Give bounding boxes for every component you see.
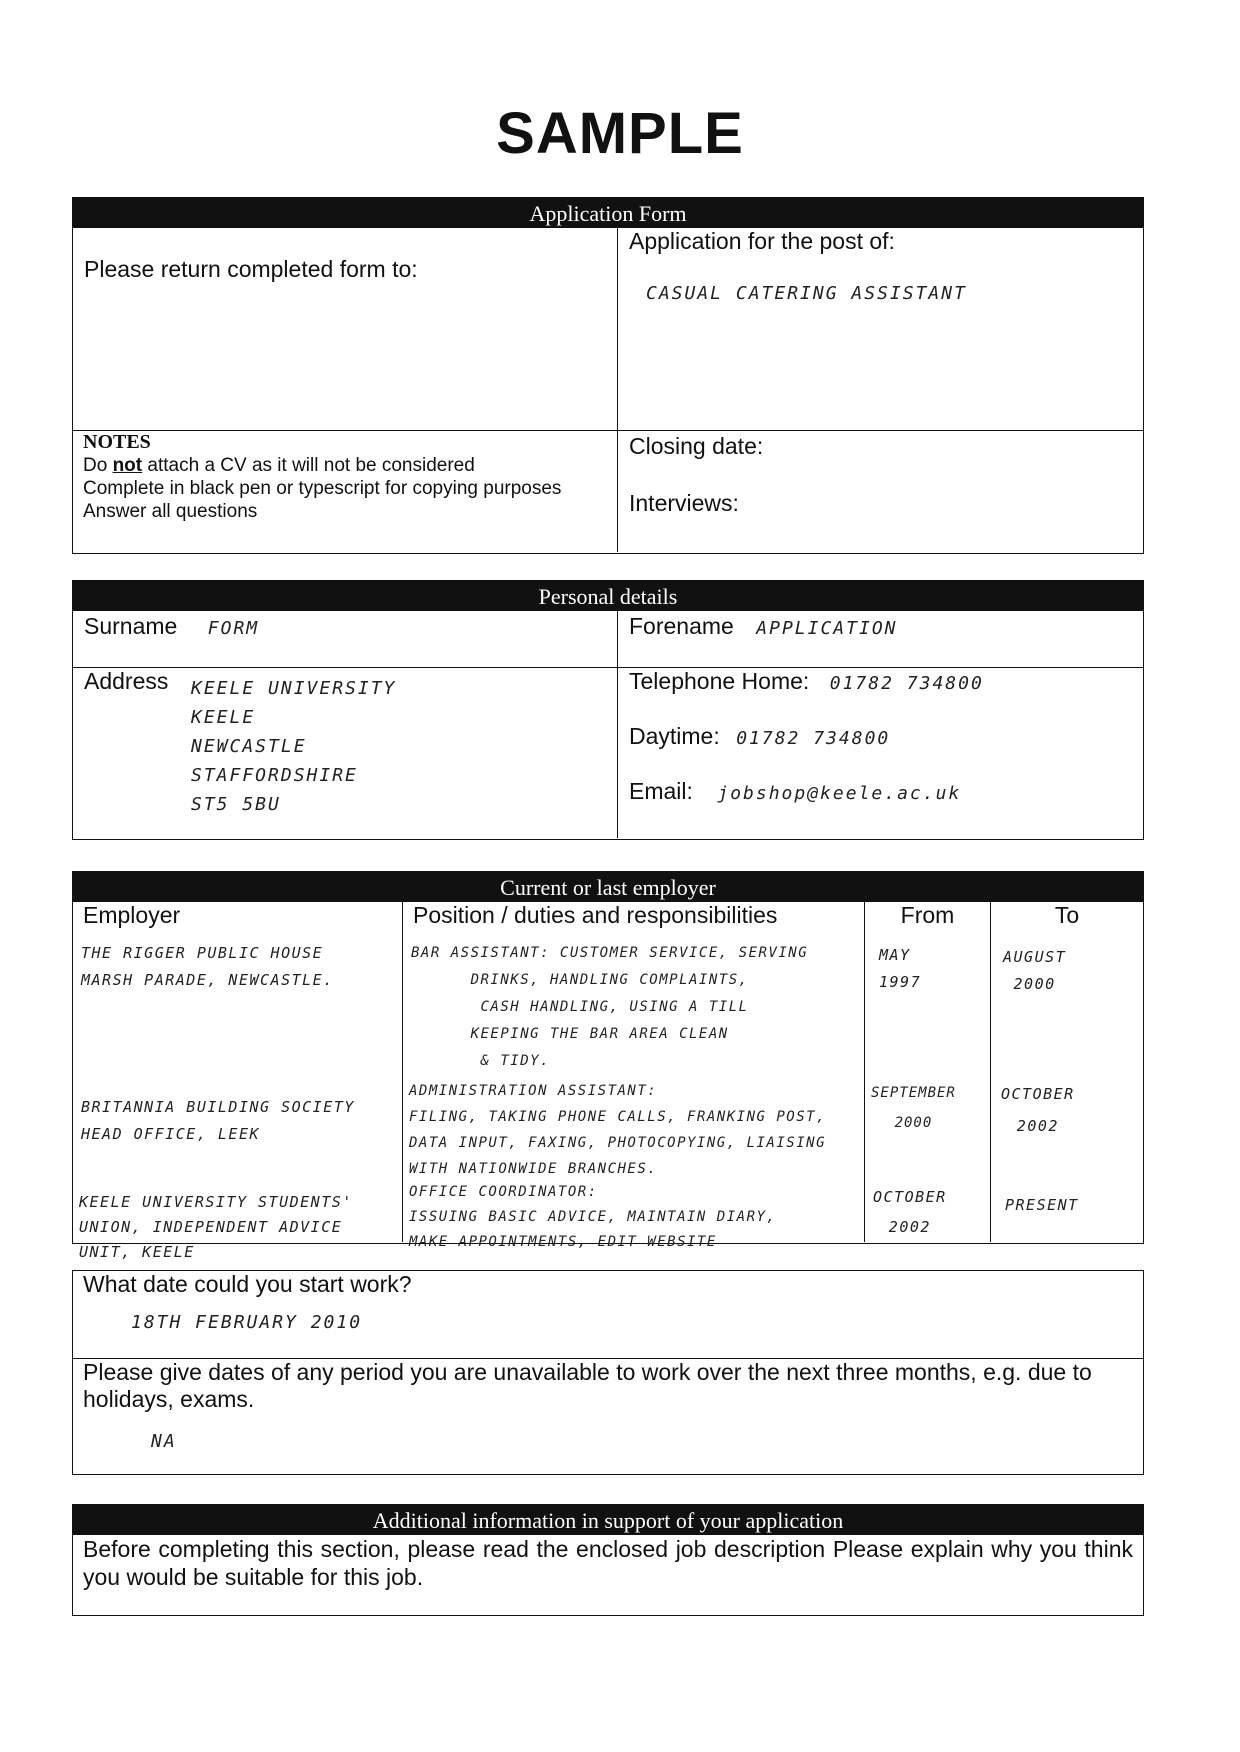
- tel-home-value: 01782 734800: [829, 673, 984, 694]
- application-form-section: [72, 197, 1144, 554]
- address-line: NEWCASTLE: [191, 736, 307, 757]
- address-line: KEELE: [191, 707, 256, 728]
- unavailable-cell[interactable]: [73, 1359, 1143, 1452]
- additional-info-title: Additional information in support of your application: [73, 1505, 1143, 1535]
- position-entry: BAR ASSISTANT: CUSTOMER SERVICE, SERVING DRINKS, HANDLING COMPLAINTS, CASH HANDLING, USING A TILL KEEPING THE BAR AREA CLEAN & TIDY.: [411, 945, 809, 1069]
- to-entry: AUGUST 2000: [1003, 948, 1067, 993]
- post-value: CASUAL CATERING ASSISTANT: [646, 283, 967, 304]
- from-column[interactable]: [865, 902, 991, 1242]
- position-entry: OFFICE COORDINATOR: ISSUING BASIC ADVICE, MAINTAIN DIARY, MAKE APPOINTMENTS, EDIT WEBSITE: [409, 1184, 777, 1250]
- notes-line-2: Complete in black pen or typescript for copying purposes: [83, 478, 562, 499]
- surname-cell[interactable]: [73, 611, 618, 668]
- return-label: Please return completed form to:: [84, 256, 418, 282]
- employer-entry: THE RIGGER PUBLIC HOUSE MARSH PARADE, NEWCASTLE.: [81, 944, 334, 989]
- address-cell[interactable]: [73, 668, 618, 838]
- from-entry: OCTOBER 2002: [873, 1188, 947, 1236]
- employer-column[interactable]: [73, 902, 403, 1261]
- surname-value: FORM: [207, 618, 260, 639]
- application-form-title: Application Form: [73, 198, 1143, 228]
- employer-entry: KEELE UNIVERSITY STUDENTS' UNION, INDEPENDENT ADVICE UNIT, KEELE: [79, 1193, 353, 1261]
- availability-section: [72, 1270, 1144, 1475]
- forename-label: Forename: [629, 613, 734, 639]
- unavailable-value: NA: [151, 1431, 177, 1452]
- contact-cell[interactable]: [618, 668, 1143, 838]
- start-date-cell[interactable]: [73, 1271, 1143, 1359]
- position-column[interactable]: [403, 902, 865, 1250]
- daytime-value: 01782 734800: [736, 728, 891, 749]
- additional-info-section: [72, 1504, 1144, 1616]
- notes-cell: [73, 431, 618, 552]
- additional-info-text: Before completing this section, please read the enclosed job description Please explain why you think you would be suitable for this job.: [83, 1536, 1133, 1590]
- forename-cell[interactable]: [618, 611, 1143, 668]
- surname-label: Surname: [84, 613, 178, 639]
- post-label: Application for the post of:: [629, 228, 895, 254]
- address-line: STAFFORDSHIRE: [191, 765, 358, 786]
- start-date-value: 18TH FEBRUARY 2010: [131, 1312, 363, 1333]
- forename-value: APPLICATION: [756, 618, 898, 639]
- from-column-header: From: [900, 902, 955, 928]
- address-line: KEELE UNIVERSITY: [191, 678, 397, 699]
- employer-column-header: Employer: [83, 902, 181, 928]
- personal-details-title: Personal details: [73, 581, 1143, 611]
- notes-line-1: Do not attach a CV as it will not be considered: [83, 455, 475, 476]
- employer-title: Current or last employer: [73, 872, 1143, 902]
- employer-section: [72, 871, 1144, 1261]
- from-entry: MAY 1997: [879, 946, 922, 991]
- additional-info-cell[interactable]: [73, 1535, 1143, 1591]
- dates-cell[interactable]: [618, 431, 1143, 552]
- post-cell[interactable]: [618, 228, 1143, 431]
- address-line: ST5 5BU: [191, 794, 281, 815]
- email-value: jobshop@keele.ac.uk: [717, 783, 962, 804]
- notes-line-3: Answer all questions: [83, 501, 258, 522]
- address-label: Address: [84, 668, 169, 694]
- to-column-header: To: [1054, 902, 1080, 928]
- unavailable-label: Please give dates of any period you are unavailable to work over the next three months, e.g. due to holidays, exams.: [83, 1359, 1092, 1412]
- to-entry: OCTOBER 2002: [1001, 1085, 1075, 1135]
- personal-details-section: [72, 580, 1144, 840]
- position-column-header: Position / duties and responsibilities: [413, 902, 778, 928]
- return-address-cell[interactable]: [73, 228, 618, 431]
- employer-entry: BRITANNIA BUILDING SOCIETY HEAD OFFICE, LEEK: [81, 1098, 355, 1143]
- to-entry: PRESENT: [1005, 1196, 1079, 1214]
- from-entry: SEPTEMBER 2000: [871, 1085, 956, 1131]
- email-label: Email:: [629, 778, 693, 804]
- closing-date-label: Closing date:: [629, 433, 764, 459]
- sample-stamp: SAMPLE: [496, 101, 744, 166]
- daytime-label: Daytime:: [629, 723, 720, 749]
- tel-home-label: Telephone Home:: [629, 668, 810, 694]
- position-entry: ADMINISTRATION ASSISTANT: FILING, TAKING PHONE CALLS, FRANKING POST, DATA INPUT, FAXING, PHOTOCOPYING, LIAISING WITH NATIONWIDE BRANCHES.: [409, 1083, 827, 1177]
- start-date-label: What date could you start work?: [83, 1271, 412, 1297]
- interviews-label: Interviews:: [629, 490, 739, 516]
- notes-heading: NOTES: [83, 431, 151, 453]
- to-column[interactable]: [991, 902, 1143, 1242]
